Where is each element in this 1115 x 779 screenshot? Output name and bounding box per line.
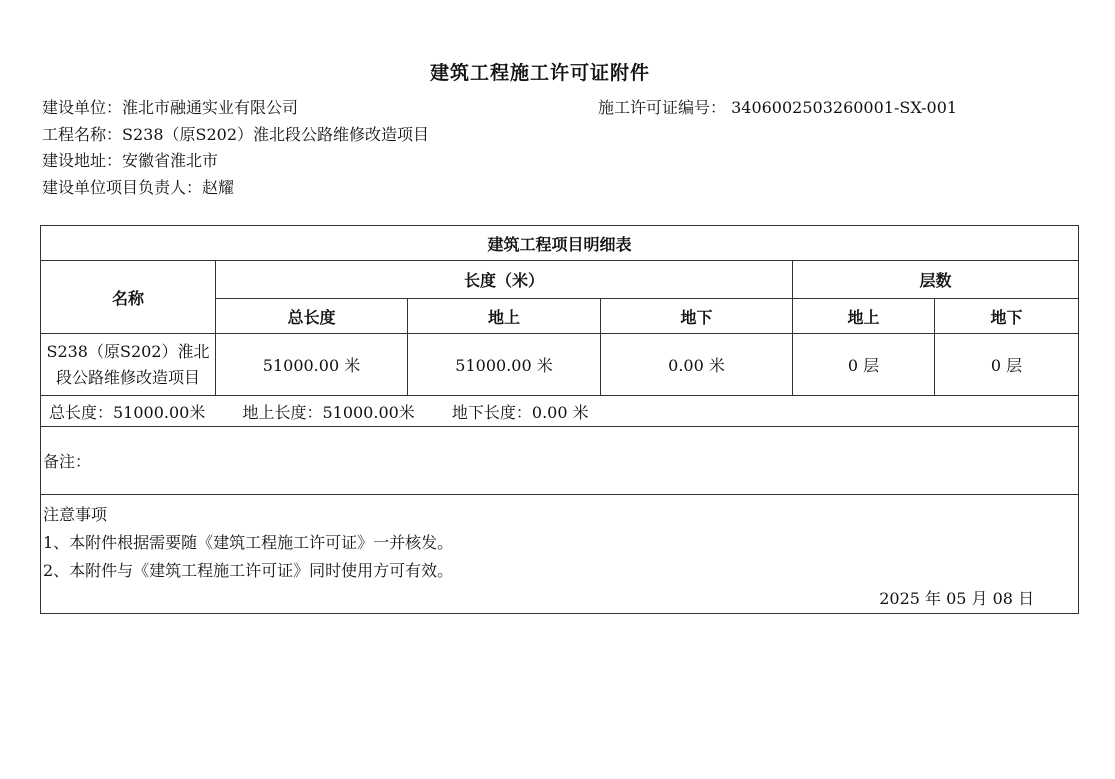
length-summary	[41, 396, 1079, 427]
row-floors-below: 0 层	[935, 334, 1079, 396]
summary-above: 地上长度：51000.00米	[242, 402, 415, 422]
row-total-length: 51000.00 米	[216, 334, 408, 396]
row-length-above: 51000.00 米	[408, 334, 601, 396]
issue-date: 2025 年 05 月 08 日	[879, 589, 1035, 608]
note-item-2: 2、本附件与《建筑工程施工许可证》同时使用方可有效。	[43, 561, 454, 580]
document-title: 建筑工程施工许可证附件	[429, 62, 650, 84]
header-length: 长度（米）	[216, 261, 793, 299]
header-length-above: 地上	[408, 299, 601, 334]
construction-address: 建设地址：安徽省淮北市	[42, 151, 219, 170]
notes-cell	[41, 495, 1079, 614]
summary-total: 总长度：51000.00米	[49, 402, 206, 422]
note-item-1: 1、本附件根据需要随《建筑工程施工许可证》一并核发。	[43, 533, 454, 552]
remarks-cell	[41, 427, 1079, 495]
header-floors-above: 地上	[793, 299, 935, 334]
header-name: 名称	[41, 261, 216, 334]
row-floors-above: 0 层	[793, 334, 935, 396]
table-row	[41, 334, 1079, 396]
project-detail-table	[40, 225, 1079, 614]
notes-heading: 注意事项	[43, 505, 108, 524]
row-length-below: 0.00 米	[601, 334, 793, 396]
project-name: 工程名称：S238（原S202）淮北段公路维修改造项目	[42, 125, 430, 144]
header-floors-below: 地下	[935, 299, 1079, 334]
remarks-label: 备注：	[43, 452, 92, 471]
table-caption: 建筑工程项目明细表	[41, 226, 1079, 261]
construction-unit: 建设单位：淮北市融通实业有限公司	[42, 98, 299, 117]
header-length-below: 地下	[601, 299, 793, 334]
row-name: S238（原S202）淮北段公路维修改造项目	[41, 334, 216, 396]
header-total-length: 总长度	[216, 299, 408, 334]
project-owner: 建设单位项目负责人：赵耀	[42, 178, 235, 197]
header-floors: 层数	[793, 261, 1079, 299]
summary-below: 地下长度：0.00 米	[451, 402, 589, 422]
permit-number: 施工许可证编号： 3406002503260001-SX-001	[598, 98, 958, 117]
